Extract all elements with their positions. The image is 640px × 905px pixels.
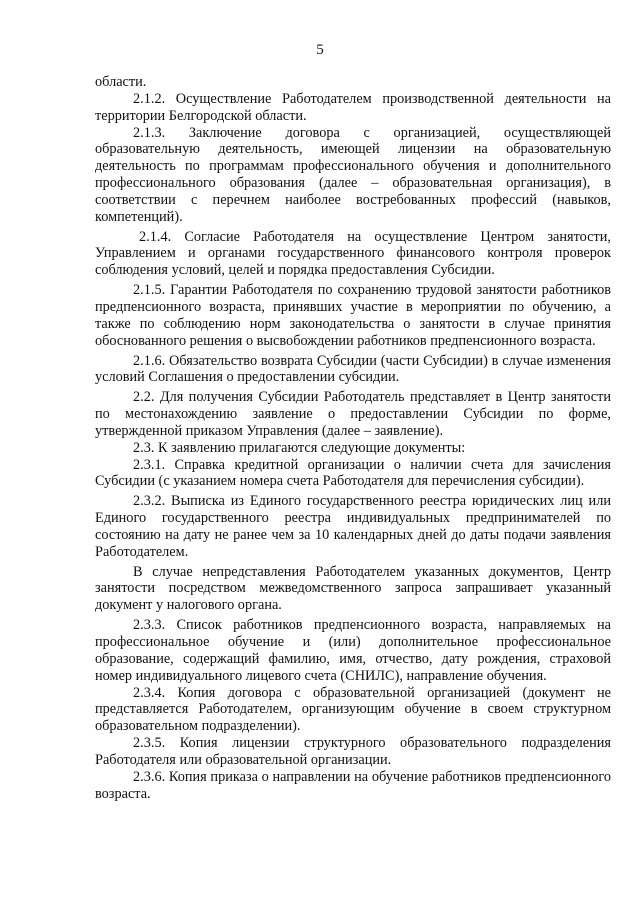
paragraph-2-3-6: 2.3.6. Копия приказа о направлении на обучение работников предпенсионного возраста.: [95, 768, 611, 802]
paragraph-2-1-5: 2.1.5. Гарантии Работодателя по сохранению трудовой занятости работников предпенсионного возраста, принявших участие в мероприятии по обучению, а также по соблюдению норм законодательства о занятости в случае принятия обоснованного решения о высвобождении работников предпенсионного возраста.: [95, 282, 611, 349]
page-number: 5: [316, 42, 324, 58]
paragraph-2-3-5: 2.3.5. Копия лицензии структурного образовательного подразделения Работодателя или образовательной организации.: [95, 735, 611, 768]
paragraph-2-2: 2.2. Для получения Субсидии Работодатель представляет в Центр занятости по местонахождению заявление о предоставлении Субсидии по форме, утвержденной приказом Управления (далее – заявление).: [95, 389, 611, 439]
paragraph-2-3: 2.3. К заявлению прилагаются следующие документы:: [133, 439, 466, 456]
paragraph-2-1-3: 2.1.3. Заключение договора с организацией, осуществляющей образовательную деятельность, имеющей лицензии на образовательную деятельность по программам профессионального обучения и дополнительного профессионального образования (далее – образовательная организация), в соответствии с перечнем наиболее востребованных профессий (навыков, компетенций).: [95, 124, 611, 225]
paragraph-2-1-6: 2.1.6. Обязательство возврата Субсидии (части Субсидии) в случае изменения условий Соглашения о предоставлении субсидии.: [95, 352, 611, 386]
paragraph-continuation: области.: [95, 74, 147, 90]
paragraph-2-3-2: 2.3.2. Выписка из Единого государственного реестра юридических лиц или Единого государственного реестра индивидуальных предпринимателей по состоянию на дату не ранее чем за 10 календарных дней до даты подачи заявления Работодателем.: [95, 493, 611, 560]
paragraph-2-1-2: 2.1.2. Осуществление Работодателем производственной деятельности на территории Белгородской области.: [95, 90, 611, 124]
paragraph-2-3-1: 2.3.1. Справка кредитной организации о наличии счета для зачисления Субсидии (с указанием номера счета Работодателя для перечисления субсидии).: [95, 456, 611, 490]
paragraph-2-1-4: 2.1.4. Согласие Работодателя на осуществление Центром занятости, Управлением и органами государственного финансового контроля проверок соблюдения условий, целей и порядка предоставления Субсидии.: [95, 228, 611, 279]
paragraph-2-3-3: 2.3.3. Список работников предпенсионного возраста, направляемых на профессиональное обучение и (или) дополнительное профессиональное образование, содержащий фамилию, имя, отчество, дату рождения, страховой номер индивидуального лицевого счета (СНИЛС), направление обучения.: [95, 617, 611, 684]
paragraph-2-3-4: 2.3.4. Копия договора с образовательной организацией (документ не представляется Работодателем, организующим обучение в своем структурном образовательном подразделении).: [95, 684, 611, 735]
paragraph-note: В случае непредставления Работодателем указанных документов, Центр занятости посредством межведомственного запроса запрашивает указанный документ у налогового органа.: [95, 563, 611, 614]
document-body: [95, 74, 611, 802]
